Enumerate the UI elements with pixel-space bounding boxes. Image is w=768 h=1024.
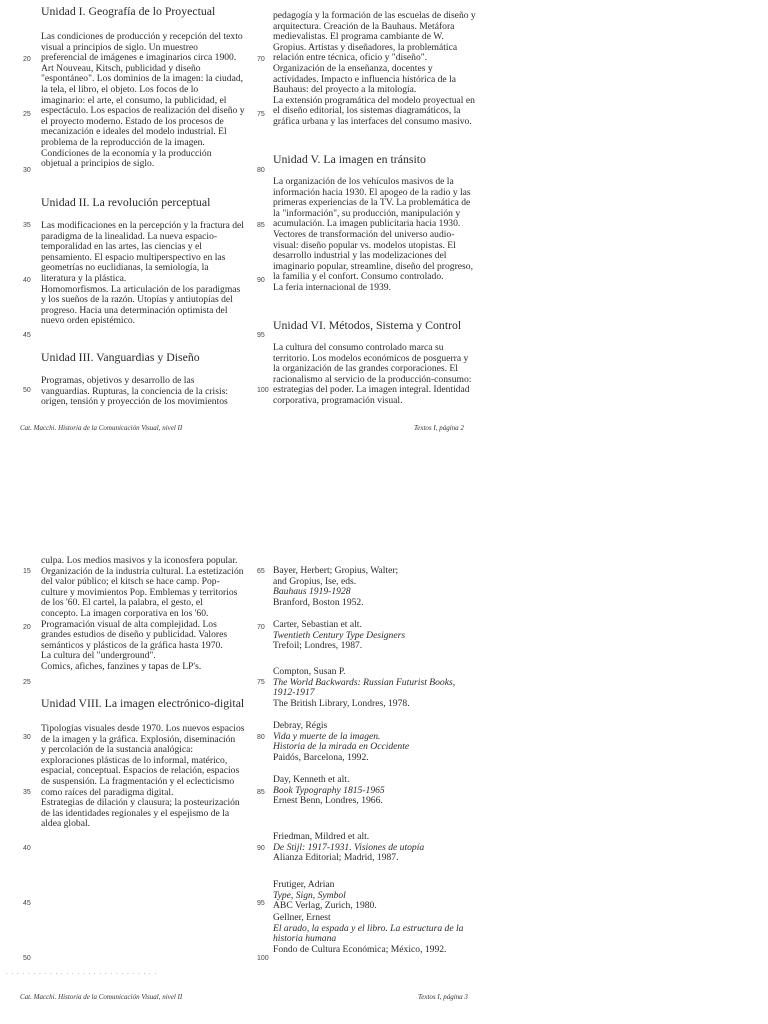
unit-6-heading: Unidad VI. Métodos, Sistema y Control: [273, 318, 462, 332]
text-line: espectáculo. Los espacios de realización del diseño y: [41, 105, 245, 117]
text-line: pensamiento. El espacio multiperspectivo en las: [41, 251, 226, 263]
line-number: 15: [23, 568, 31, 575]
text-line: problema de la reproducción de la imagen.: [41, 137, 205, 148]
text-line: información hacia 1930. El apogeo de la radio y las: [273, 186, 471, 198]
reference-line: Ernest Benn, Londres, 1966.: [273, 795, 383, 807]
line-number: 75: [257, 679, 265, 686]
line-number: 75: [257, 111, 265, 118]
line-number: 65: [257, 568, 265, 575]
text-line: progreso. Hacia una determinación optimista del: [41, 304, 228, 316]
text-line: paradigma de la linealidad. La nueva espacio-: [41, 230, 218, 242]
text-line: desarrollo industrial y las modelizaciones del: [273, 250, 447, 262]
text-line: racionalismo al servicio de la producción-consumo:: [273, 373, 472, 385]
text-line: visual a principios de siglo. Un muestreo: [41, 41, 198, 53]
text-line: Vectores de transformación del universo audio-: [273, 229, 455, 240]
text-line: corporativa, programación visual.: [273, 395, 403, 406]
reference-line: Type, Sign, Symbol: [273, 889, 346, 901]
text-line: culture y movimientos Pop. Emblemas y territorios: [41, 586, 238, 598]
text-line: geometrías no euclidianas, la semiología, la: [41, 262, 209, 274]
text-line: gráfica urbana y las interfaces del consumo masivo.: [273, 116, 472, 127]
line-number: 95: [257, 900, 265, 907]
text-line: mecanización e ideales del modelo industrial. El: [41, 126, 227, 138]
text-line: La cultura del consumo controlado marca su: [273, 342, 444, 353]
text-line: la organización de las grandes corporaciones. El: [273, 363, 458, 375]
text-line: concepto. La imagen corporativa en los '60.: [41, 608, 209, 619]
text-line: actividades. Impacto e influencia histórica de la: [273, 73, 457, 85]
text-line: nuevo orden epistémico.: [41, 315, 136, 327]
line-number: 70: [257, 56, 265, 63]
reference-line: Vida y muerte de la imagen.: [273, 730, 381, 742]
footer-right: Textos I, página 3: [418, 993, 468, 1001]
text-line: vanguardias. Rupturas, la conciencia de la crisis:: [41, 385, 229, 397]
reference-line: El arado, la espada y el libro. La estructura de la: [273, 922, 464, 934]
reference-line: De Stijl: 1917-1931. Visiones de utopía: [273, 841, 425, 853]
text-line: Homomorfismos. La articulación de los paradigmas: [41, 283, 241, 295]
line-number: 95: [257, 332, 265, 339]
text-line: Organización de la enseñanza, docentes y: [273, 63, 433, 74]
unit-2-heading: Unidad II. La revolución perceptual: [41, 195, 211, 209]
line-number: 35: [23, 222, 31, 229]
reference-line: Book Typography 1815-1965: [273, 784, 385, 796]
unit-5-heading: Unidad V. La imagen en tránsito: [273, 152, 426, 166]
text-line: La feria internacional de 1939.: [273, 282, 392, 293]
reference-line: Frutiger, Adrian: [273, 879, 335, 890]
text-line: la tela, el libro, el objeto. Los focos de lo: [41, 84, 199, 95]
reference-line: ABC Verlag, Zurich, 1980.: [273, 900, 377, 912]
text-line: arquitectura. Creación de la Bauhaus. Metáfora: [273, 20, 455, 32]
reference-line: Paidós, Barcelona, 1992.: [273, 751, 369, 763]
text-line: exploraciones plásticas de lo informal, matérico,: [41, 754, 228, 766]
text-line: y percolación de la sustancia analógica:: [41, 744, 194, 756]
text-line: y los sueños de la razón. Utopías y antiutopías del: [41, 294, 233, 306]
line-number: 40: [23, 277, 31, 284]
reference-line: Bayer, Herbert; Gropius, Walter;: [273, 565, 399, 576]
text-line: literatura y la plástica.: [41, 273, 127, 284]
text-line: "espontáneo". Los dominios de la imagen: la ciudad,: [41, 73, 244, 85]
text-line: La extensión programática del modelo proyectual en: [273, 94, 475, 106]
text-line: La cultura del "underground".: [41, 650, 156, 662]
text-line: Bauhaus: del proyecto a la mitología.: [273, 84, 417, 96]
line-number: 20: [23, 624, 31, 631]
line-number: 100: [257, 955, 269, 962]
text-line: temporalidad en las artes, las ciencias y el: [41, 241, 202, 253]
reference-line: historia humana: [273, 933, 337, 945]
reference-line: The World Backwards: Russian Futurist Books,: [273, 676, 456, 688]
unit-8-heading: Unidad VIII. La imagen electrónico-digital: [41, 696, 245, 710]
text-line: pedagogía y la formación de las escuelas de diseño y: [273, 10, 476, 21]
text-line: la "información", su producción, manipulación y: [273, 207, 461, 219]
reference-line: Twentieth Century Type Designers: [273, 629, 406, 641]
text-line: Tipologías visuales desde 1970. Los nuevos espacios: [41, 723, 245, 734]
text-line: Estrategias de dilación y clausura; la posteurización: [41, 797, 240, 809]
line-number: 70: [257, 624, 265, 631]
line-number: 85: [257, 789, 265, 796]
text-line: de suspensión. La fragmentación y el eclecticismo: [41, 776, 235, 787]
text-line: medievalistas. El programa cambiante de W.: [273, 31, 444, 43]
reference-line: Day, Kenneth et alt.: [273, 774, 350, 785]
text-line: aldea global.: [41, 818, 91, 830]
reference-line: Bauhaus 1919-1928: [273, 586, 351, 598]
line-number: 80: [257, 734, 265, 741]
text-line: Comics, afiches, fanzines y tapas de LP's.: [41, 661, 202, 672]
text-line: Organización de la industria cultural. La estetización: [41, 565, 244, 577]
text-line: Gropius. Artistas y diseñadores, la problemática: [273, 41, 458, 53]
footer-left: Cat. Macchi. Historia de la Comunicación Visual, nivel II: [20, 993, 183, 1001]
footer-left: Cat. Macchi. Historia de la Comunicación Visual, nivel II: [20, 424, 183, 432]
text-line: Art Nouveau, Kitsch, publicidad y diseño: [41, 62, 201, 74]
unit-3-heading: Unidad III. Vanguardias y Diseño: [41, 350, 200, 364]
text-line: imaginario: el arte, el consumo, la publicidad, el: [41, 94, 227, 106]
text-line: La organización de los vehículos masivos de la: [273, 176, 454, 187]
text-line: origen, tensión y proyección de los movimientos: [41, 396, 228, 408]
line-number: 50: [23, 955, 31, 962]
line-number: 25: [23, 111, 31, 118]
text-line: grandes estudios de diseño y publicidad. Valores: [41, 629, 228, 641]
text-line: la familia y el confort. Consumo controlado.: [273, 271, 444, 283]
text-line: territorio. Los modelos económicos de posguerra y: [273, 352, 469, 364]
reference-line: Friedman, Mildred et alt.: [273, 831, 370, 842]
text-line: el proyecto moderno. Estado de los procesos de: [41, 115, 224, 127]
text-line: espacial, conceptual. Espacios de relación, espacios: [41, 765, 240, 777]
text-line: imaginario popular, streamline, diseño del progreso,: [273, 260, 473, 272]
line-number: 20: [23, 56, 31, 63]
line-number: 30: [23, 734, 31, 741]
separator-dots: . . . . . . . . . . . . . . . . . . . . . . . . . . . .: [6, 968, 158, 976]
text-line: del valor público; el kitsch se hace camp. Pop-: [41, 576, 220, 588]
text-line: Las condiciones de producción y recepción del texto: [41, 31, 243, 42]
line-number: 90: [257, 845, 265, 852]
line-number: 30: [23, 167, 31, 174]
text-line: culpa. Los medios masivos y la iconosfera popular.: [41, 555, 238, 566]
text-line: de la imagen y la gráfica. Explosión, diseminación: [41, 733, 236, 745]
text-line: primeras experiencias de la TV. La problemática de: [273, 197, 471, 209]
line-number: 45: [23, 900, 31, 907]
reference-line: 1912-1917: [273, 687, 315, 699]
line-number: 25: [23, 679, 31, 686]
line-number: 40: [23, 845, 31, 852]
text-line: semánticos y plásticos de la gráfica hasta 1970.: [41, 639, 223, 651]
reference-line: Alianza Editorial; Madrid, 1987.: [273, 852, 399, 864]
reference-line: Branford, Boston 1952.: [273, 596, 364, 608]
text-line: acumulación. La imagen publicitaria hacia 1930.: [273, 218, 461, 230]
text-line: preferencial de imágenes e imaginarios circa 1900.: [41, 52, 237, 64]
reference-line: Carter, Sebastian et alt.: [273, 619, 362, 630]
line-number: 35: [23, 789, 31, 796]
text-line: Programación visual de alta complejidad. Los: [41, 618, 217, 630]
line-number: 80: [257, 167, 265, 174]
text-line: relación entre técnica, oficio y "diseño".: [273, 52, 428, 64]
text-line: Programas, objetivos y desarrollo de las: [41, 375, 195, 386]
line-number: 45: [23, 332, 31, 339]
text-line: el diseño editorial, los sistemas diagramáticos, la: [273, 105, 461, 117]
reference-line: and Gropius, Ise, eds.: [273, 575, 357, 587]
text-line: estrategias del poder. La imagen integral. Identidad: [273, 384, 470, 396]
reference-line: Gellner, Ernest: [273, 912, 331, 923]
line-number: 90: [257, 277, 265, 284]
text-line: objetual a principios de siglo.: [41, 158, 155, 170]
text-line: como raíces del paradigma digital.: [41, 786, 174, 798]
reference-line: Historia de la mirada en Occidente: [273, 741, 410, 753]
reference-line: Compton, Susan P.: [273, 666, 346, 677]
reference-line: The British Library, Londres, 1978.: [273, 697, 410, 709]
line-number: 85: [257, 222, 265, 229]
line-number: 50: [23, 387, 31, 394]
reference-line: Debray, Régis: [273, 720, 328, 731]
reference-line: Fondo de Cultura Económica; México, 1992.: [273, 943, 447, 955]
reference-line: Trefoil; Londres, 1987.: [273, 640, 363, 652]
text-line: de los '60. El cartel, la palabra, el gesto, el: [41, 597, 203, 609]
text-line: Condiciones de la economía y la producción: [41, 147, 212, 159]
text-line: visual: diseño popular vs. modelos utopistas. El: [273, 239, 456, 251]
footer-right: Textos I, página 2: [414, 424, 464, 432]
unit-1-heading: Unidad I. Geografía de lo Proyectual: [41, 4, 216, 18]
text-line: Las modificaciones en la percepción y la fractura del: [41, 220, 244, 231]
text-line: de las identidades regionales y el espejismo de la: [41, 807, 230, 819]
line-number: 100: [257, 387, 269, 394]
